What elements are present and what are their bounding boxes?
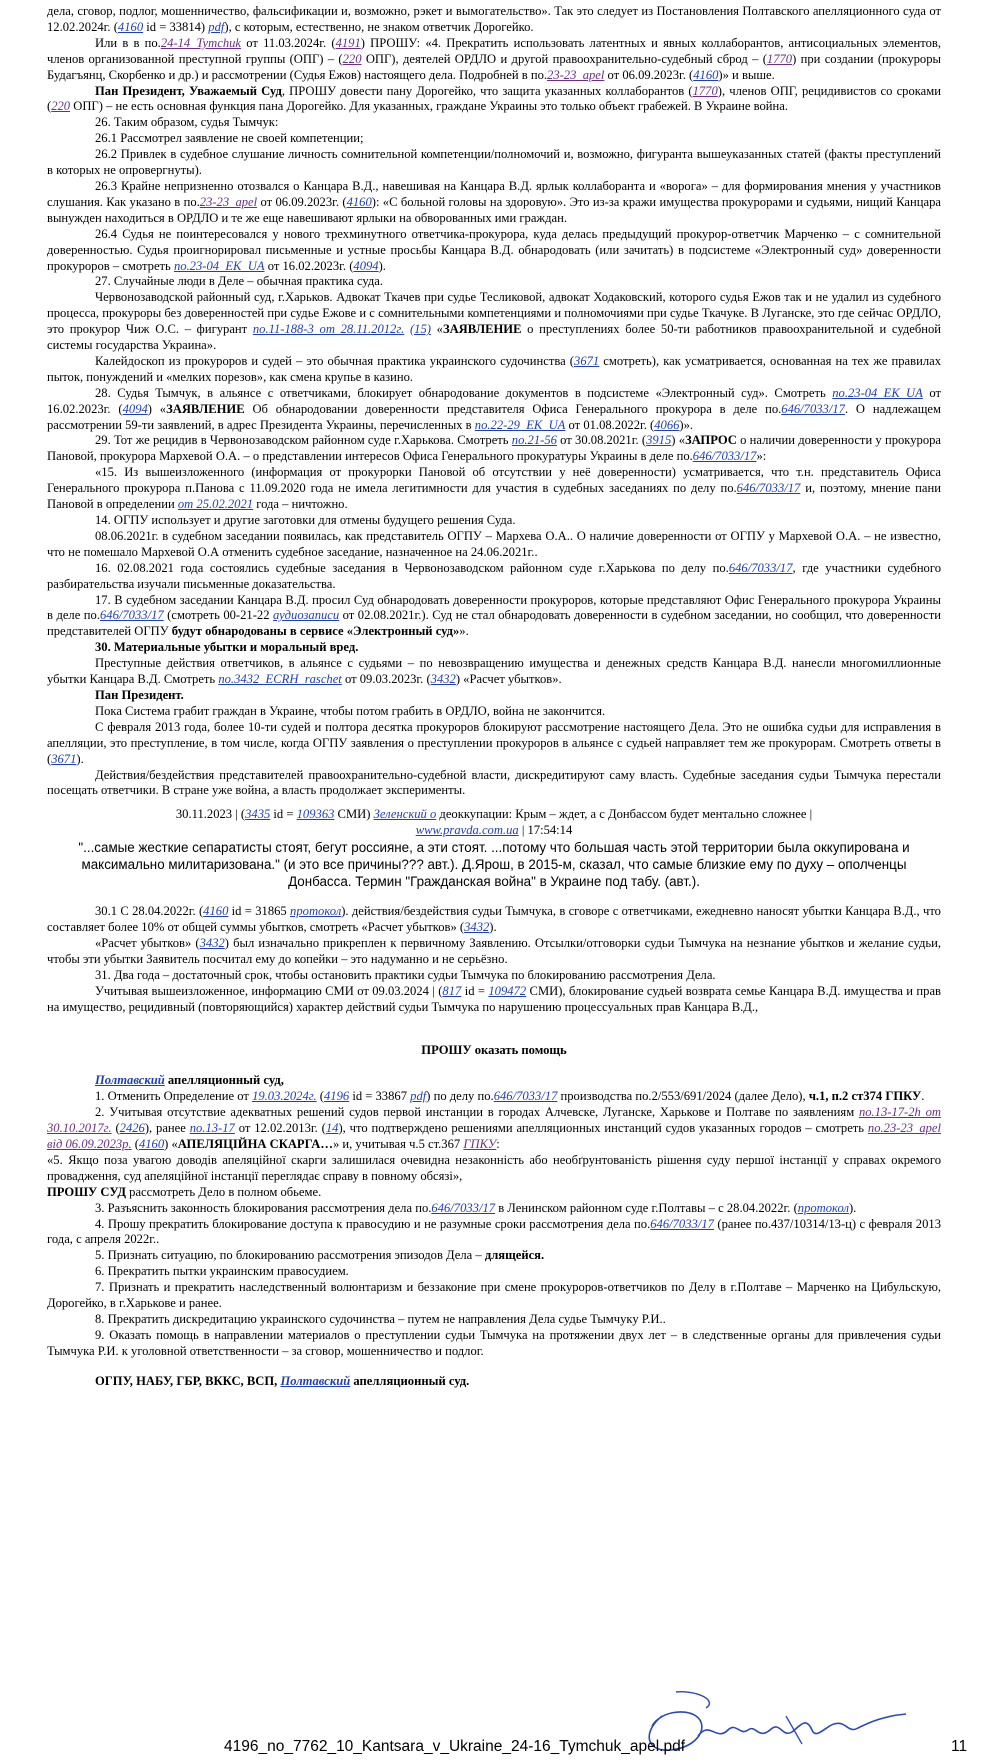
paragraph-p4 <box>47 115 941 131</box>
paragraph-p18 <box>47 593 941 641</box>
recipients-line <box>47 1374 941 1390</box>
document-link[interactable]: 109472 <box>488 983 527 998</box>
text-run: id = <box>461 983 489 998</box>
text-run: от 06.09.2023г. ( <box>604 67 694 82</box>
text-run: ) был изначально прикреплен к первичному Заявлению. Отсылки/отговорки судьи Тымчука на незнание убытков и желание судьи, чтобы эти убытки Заявитель посчитал ему до копейки – это надуманно и не серьёзно. <box>47 935 942 966</box>
text-run: ): «С больной головы на здоровую». Это из-за кражи имущества прокурорами и судьями, нищий Канцара вынужден находиться в ОРДЛО и те же еще навешивают ярлыки на обворованных ими граждан. <box>47 194 941 225</box>
document-link[interactable]: ГПКУ <box>463 1137 497 1151</box>
document-link[interactable]: 646/7033/17 <box>100 608 164 623</box>
document-link[interactable]: Полтавский <box>95 1073 165 1088</box>
text-run: id = <box>270 807 297 822</box>
news-quote: "...самые жесткие сепаратисты стоят, бегут россияне, а эти стоят. ...потому что большая часть этой территории была оккупирована и максимально милитаризована." (и это все причины??? авт.). Д.Ярош, в 2015-м, сказал, что самые близкие ему по духу – ополченцы Донбасса. Термин "Гражданская война" в Украине под табу. (авт.). <box>78 840 910 890</box>
paragraph-r1 <box>47 1089 941 1105</box>
text-run: ОПГ) – не есть основная функция пана Дорогейко. Для указанных, граждане Украины это только объект грабежей. В Украине война. <box>70 99 788 114</box>
document-link[interactable]: 14 <box>325 1121 339 1136</box>
document-link[interactable]: 646/7033/17 <box>692 449 757 464</box>
document-link[interactable]: 3432 <box>464 920 490 935</box>
paragraph-r4 <box>47 1185 941 1201</box>
text-run: дела, сговор, подлог, мошенничество, фальсификации и, возможно, рэкет и вымогательство». Так это следует из Постановления Полтавского апелляционного суда от 12.02.2024г. ( <box>47 4 941 34</box>
document-link[interactable]: 4094 <box>122 401 148 416</box>
paragraph-p24 <box>47 768 941 800</box>
text-run: ). <box>489 920 497 935</box>
paragraph-p12 <box>47 386 941 434</box>
text-run: АПЕЛЯЦІЙНА СКАРГА… <box>177 1137 333 1151</box>
text-run: ), ранее <box>144 1121 190 1136</box>
document-link[interactable]: 646/7033/17 <box>431 1200 496 1215</box>
paragraph-q2 <box>47 936 941 968</box>
text-run: : <box>496 1137 500 1151</box>
document-link[interactable]: 220 <box>51 99 71 114</box>
text-run: от 09.03.2023г. ( <box>341 672 431 687</box>
text-run: от 06.09.2023г. ( <box>257 194 347 209</box>
text-run: ), что подтверждено решениями апелляционных инстанций судов указанных городов – смотреть <box>338 1121 868 1136</box>
paragraph-r5 <box>47 1201 941 1217</box>
text-run: » и, учитывая ч.5 ст.367 <box>332 1137 464 1151</box>
document-link[interactable]: Полтавский <box>280 1373 351 1388</box>
text-run: 26.4 Судья не поинтересовался у нового трехминутного ответчика-прокурора, куда делась предыдущий прокурор-ответчик Марченко – с сомнительной доверенностью. Судья проигнорировал письменные и устные просьбы Канцара В.Д. обнародовать (или зачитать) в подсистеме «Электронный суд» доверенности прокуроров – смотреть <box>47 226 941 273</box>
text-run: от 16.02.2023г. ( <box>47 385 941 416</box>
document-link[interactable]: от 25.02.2021 <box>177 497 254 512</box>
text-run: )» и выше. <box>718 67 775 82</box>
text-run: 27. Случайные люди в Деле – обычная практика суда. <box>95 274 384 289</box>
page-number: 11 <box>951 1738 968 1755</box>
text-run: производства по.2/553/691/2024 (далее Дело), <box>557 1089 809 1104</box>
text-run: о преступлениях более 50-ти работников правоохранительной и судебной системы государства Украина». <box>47 322 941 353</box>
paragraph-r10 <box>47 1312 941 1328</box>
text-run: ч.1, п.2 ст374 ГПКУ <box>808 1089 922 1104</box>
paragraph-r2 <box>47 1105 941 1153</box>
document-link[interactable]: 817 <box>442 983 462 998</box>
text-run: 14. ОГПУ использует и другие заготовки для отмены будущего решения Суда. <box>95 513 516 527</box>
text-run: Калейдоскоп из прокуроров и судей – это обычная практика украинского судочинства ( <box>95 353 575 368</box>
document-link[interactable]: аудиозаписи <box>273 608 340 623</box>
text-run: 26.2 Привлек в судебное слушание личность сомнительной компетенции/полномочий и, возможно, фигуранта вышеуказанных статей (факты преступлений в которых не опровергнуты). <box>47 147 941 178</box>
text-run: С февраля 2013 года, более 10-ти судей и полтора десятка прокуроров блокируют рассмотрение настоящего Дела. Это не ошибка судьи для исправления в апелляции, это преступление, в том числе, когда ОГПУ заявления о преступлении прокуроров в альянсе с судьей направляет тем же прокурорам. Смотреть ответы в ( <box>47 719 941 766</box>
text-run: длящейся. <box>484 1248 545 1263</box>
text-run: ЗАЯВЛЕНИЕ <box>166 401 245 416</box>
text-run: апелляционный суд. <box>350 1373 470 1388</box>
text-run: id = 33867 <box>349 1089 411 1104</box>
text-run: id = 33814) <box>143 19 209 34</box>
document-link[interactable]: 3435 <box>245 807 271 822</box>
text-run: «Расчет убытков» ( <box>95 935 200 950</box>
paragraph-p19 <box>47 640 941 656</box>
text-run: Преступные действия ответчиков, в альянсе с судьями – по невозвращению имущества и денежных средств Канцара В.Д. нанесли многомиллионные убытки Канцара В.Д. Смотреть <box>47 656 941 687</box>
document-link[interactable]: 4191 <box>335 35 361 50</box>
text-run: 4. Прошу прекратить блокирование доступа к правосудию и не разумные сроки рассмотрения дела по. <box>95 1216 651 1231</box>
news-citation-source <box>47 823 941 839</box>
document-link[interactable]: по.23-04_EK_UA <box>173 258 265 273</box>
document-link[interactable]: по.23-04_EK_UA <box>832 385 923 400</box>
paragraph-q4 <box>47 984 941 1016</box>
text-run: Пан Президент, Уважаемый Суд <box>95 83 282 98</box>
text-run: »: <box>756 449 767 464</box>
document-link[interactable]: 4160 <box>117 19 144 34</box>
document-link[interactable]: www.pravda.com.ua <box>415 823 519 838</box>
paragraph-p2 <box>47 36 941 84</box>
text-run: id = 31865 <box>228 904 291 919</box>
document-link[interactable]: 1770 <box>692 83 718 98</box>
paragraph-r6 <box>47 1217 941 1249</box>
paragraph-p22 <box>47 704 941 720</box>
text-run: смотреть), как усматривается, основанная на тех же правилах пыток, понуждений и «мелких порезов», как смена крупье в казино. <box>47 353 942 384</box>
text-run: 30.11.2023 | ( <box>175 807 246 822</box>
text-run: 08.06.2021г. в судебном заседании появилась, как представитель ОГПУ – Мархева О.А.. О наличие доверенности от ОГПУ у Мархевой О.А. – не известно, что не помешало Мархевой О.А отменить судебное заседание, назначенное на 24.06.2021г.. <box>47 528 941 559</box>
text-run: . <box>921 1089 925 1104</box>
document-link[interactable]: протокол <box>797 1200 849 1215</box>
document-link[interactable]: 4066 <box>654 417 680 432</box>
text-run: ЗАПРОС <box>685 433 737 448</box>
paragraph-r8 <box>47 1264 941 1280</box>
text-run: 26.3 Крайне непризненно отозвался о Канцара В.Д., навешивая на Канцара В.Д. ярлык коллаборанта и «ворога» – для формирования мнения у участников слушания. Как указано в по. <box>47 178 941 209</box>
text-run: 5. Признать ситуацию, по блокированию рассмотрения эпизодов Дела – <box>95 1248 485 1263</box>
text-run: Пан Президент. <box>95 687 184 702</box>
document-link[interactable]: по.13-17 <box>189 1121 235 1136</box>
document-link[interactable]: Зеленский о <box>373 807 437 822</box>
text-run: от 12.02.2013г. ( <box>234 1121 326 1136</box>
paragraph-p20 <box>47 656 941 688</box>
text-run: будут обнародованы в сервисе «Электронный суд» <box>171 624 460 639</box>
document-link[interactable]: 3432 <box>199 935 225 950</box>
text-run: ). <box>378 258 386 273</box>
document-link[interactable]: 3671 <box>51 751 77 766</box>
paragraph-p11 <box>47 354 941 386</box>
document-link[interactable]: 646/7033/17 <box>493 1089 558 1104</box>
section-continued <box>47 904 941 1015</box>
text-run: | 17:54:14 <box>518 823 573 838</box>
document-link[interactable]: 1770 <box>766 51 793 66</box>
document-link[interactable]: по.22-29_EK_UA <box>474 417 566 432</box>
text-run: «5. Якщо поза увагою доводів апеляційної скарги залишилася очевидна незаконність або необґрунтованість рішення суду першої інстанції у справах окремого провадження, суд апеляційної інстанції переглядає справу в повному обсязі», <box>47 1152 941 1183</box>
paragraph-r9 <box>47 1280 941 1312</box>
text-run: )». <box>679 417 694 432</box>
paragraph-q1 <box>47 904 941 936</box>
text-run: ОГПУ, НАБУ, ГБР, ВККС, ВСП, <box>95 1373 281 1388</box>
document-link[interactable]: 23-23_apel <box>547 67 605 82</box>
paragraph-q3 <box>47 968 941 984</box>
text-run: ), с которым, естественно, не знаком ответчик Дорогейко. <box>224 19 534 34</box>
text-run: от 11.03.2024г. ( <box>241 35 336 50</box>
text-run: 8. Прекратить дискредитацию украинского судочинства – путем не направления Дела судье Тымчуку Р.И.. <box>95 1311 666 1326</box>
section-main <box>47 4 941 799</box>
text-run: 16. 02.08.2021 года состоялись судебные заседания в Червонозаводском районном суде г.Харькова по делу по. <box>95 560 729 575</box>
document-link[interactable]: 4160 <box>346 194 372 209</box>
paragraph-p3 <box>47 84 941 116</box>
page-footer <box>0 1734 999 1760</box>
text-run: ). действия/бездействия судьи Тымчука, в сговоре с ответчиками, ежедневно наносят убытки Канцара В.Д., что составляет более 10% от общей суммы убытков, смотреть «Расчет убытков» ( <box>47 904 941 935</box>
text-run: от 16.02.2023г. ( <box>264 258 354 273</box>
document-link[interactable]: 3671 <box>574 353 600 368</box>
paragraph-r11 <box>47 1328 941 1360</box>
document-link[interactable]: 646/7033/17 <box>781 401 845 416</box>
text-run: 28. Судья Тымчук, в альянсе с ответчиками, блокирует обнародование документов в подсистеме «Электронный суд». Смотреть <box>95 385 833 400</box>
text-run: 7. Признать и прекратить наследственный волюнтаризм и беззаконие при смене прокуроров-ответчиков по Делу в г.Полтаве – Марченко на Цибульскую, Дорогейко, в г.Харькове и ранее. <box>47 1280 941 1311</box>
document-link[interactable]: 2426 <box>119 1121 145 1136</box>
text-run: года – ничтожно. <box>253 497 348 512</box>
text-run: деоккупации: Крым – ждет, а с Донбассом будет ментально сложнее | <box>436 807 813 822</box>
paragraph-p6 <box>47 147 941 179</box>
paragraph-p13 <box>47 433 941 465</box>
text-run: ) « <box>164 1137 178 1151</box>
paragraph-p10 <box>47 290 941 354</box>
document-link[interactable]: 4196 <box>323 1089 350 1104</box>
document-link[interactable]: по.21-56 <box>511 433 557 448</box>
text-run: 29. Тот же рецидив в Червонозаводском районном суде г.Харькова. Смотреть <box>95 433 512 448</box>
paragraph-p17 <box>47 561 941 593</box>
text-run: « <box>430 322 443 337</box>
text-run: ( <box>111 1121 120 1136</box>
court-addressee <box>47 1073 941 1089</box>
text-run: ). <box>76 751 84 766</box>
paragraph-r3 <box>47 1153 941 1185</box>
paragraph-p21 <box>47 688 941 704</box>
document-link[interactable]: (15) <box>409 322 431 337</box>
text-run: от 02.08.2021г.). Суд не стал обнародовать доверенности в судебном заседании, но сообщил, что доверенности представителей ОГПУ <box>47 608 941 639</box>
text-run: ) « <box>671 433 685 448</box>
text-run: Или в в по. <box>95 35 161 50</box>
text-run: , ПРОШУ довести пану Дорогейко, что защита указанных коллаборантов ( <box>281 83 693 98</box>
text-run: ) по делу по. <box>426 1089 494 1104</box>
document-link[interactable]: 4160 <box>138 1137 165 1151</box>
document-link[interactable]: по.11-188-3 от 28.11.2012г. <box>252 322 405 337</box>
paragraph-p8 <box>47 227 941 275</box>
text-run: ) ПРОШУ: «4. Прекратить использовать латентных и явных коллаборантов, антисоциальных элементов, членов организованной преступной группы (ОПГ) – ( <box>47 35 941 66</box>
text-run: СМИ), блокирование судьей возврата семье Канцара В.Д. имущества и прав на имущество, рецидивный (повторяющийся) характер действий судьи Тымчука по нарушению процессуальных прав Канцара В.Д., <box>47 983 942 1014</box>
news-citation-block <box>47 807 941 890</box>
document-link[interactable]: 19.03.2024г. <box>252 1089 317 1104</box>
request-list <box>47 1089 941 1359</box>
text-run: ) «Расчет убытков». <box>455 672 562 687</box>
document-link[interactable]: 646/7033/17 <box>650 1216 714 1231</box>
text-run: 1. Отменить Определение от <box>95 1089 253 1104</box>
text-run: ЗАЯВЛЕНИЕ <box>442 322 522 337</box>
text-run: ), членов ОПГ, рецидивистов со сроками ( <box>47 83 941 114</box>
text-run: Учитывая вышеизложенное, информацию СМИ от 09.03.2024 | ( <box>95 983 443 998</box>
text-run: 6. Прекратить пытки украинским правосудием. <box>95 1264 349 1279</box>
paragraph-p7 <box>47 179 941 227</box>
document-link[interactable]: 3915 <box>646 433 672 448</box>
paragraph-p14 <box>47 465 941 513</box>
document-link[interactable]: pdf <box>208 19 225 34</box>
text-run: и, поэтому, мнение пани Пановой в определении <box>47 481 941 512</box>
document-link[interactable]: по.3432_ECRH_raschet <box>218 672 342 687</box>
document-link[interactable]: 646/7033/17 <box>736 481 801 496</box>
text-run: (ранее по.437/10314/13-ц) с февраля 2013 года, с апреля 2022г.. <box>47 1216 941 1247</box>
document-link[interactable]: 646/7033/17 <box>728 560 793 575</box>
text-run: 3. Разъяснить законность блокирования рассмотрения дела по. <box>95 1200 432 1215</box>
text-run: ОПГ), деятелей ОРДЛО и другой правоохранительно-судебный сброд – ( <box>361 51 767 66</box>
text-run: (смотреть 00-21-22 <box>163 608 273 623</box>
text-run: ( <box>131 1137 139 1151</box>
document-link[interactable]: 4094 <box>353 258 379 273</box>
text-run: ) при создании (прокуроры Будагъянц, Скорбенко и др.) и рассмотрении (Судья Ежов) настоящего дела. Подробней в по. <box>47 51 941 82</box>
text-run: Об обнародовании доверенности представителя Офиса Генерального прокурора в деле по. <box>244 401 782 416</box>
text-run: 2. Учитывая отсутствие адекватных решений судов первой инстанции в городах Алчевске, Луганске, Харькове и Полтаве по заявлениям <box>95 1105 859 1120</box>
document-link[interactable]: по.23-23_apel від 06.09.2023р. <box>47 1121 942 1151</box>
text-run: 9. Оказать помощь в направлении материалов о преступлении судьи Тымчука на протяжении двух лет – в следственные органы для привлечения судьи Тымчука Р.И. к уголовной ответственности – за сговор, мошенничество и подлог. <box>47 1327 941 1358</box>
text-run: 26.1 Рассмотрел заявление не своей компетенции; <box>95 131 364 146</box>
text-run: ПРОШУ СУД <box>47 1184 126 1199</box>
text-run: , где участники судебного разбирательства изучали письменные доказательства. <box>47 560 942 591</box>
document-link[interactable]: протокол <box>290 904 342 919</box>
text-run: Пока Система грабит граждан в Украине, чтобы потом грабить в ОРДЛО, война не закончится. <box>95 703 606 718</box>
text-run: в Ленинском районном суде г.Полтавы – с 28.04.2022г. ( <box>495 1200 798 1215</box>
document-link[interactable]: pdf <box>410 1089 427 1104</box>
text-run: 17. В судебном заседании Канцара В.Д. просил Суд обнародовать доверенности прокуроров, которые представляют Офис Генерального прокурора Украины в деле по. <box>47 592 941 623</box>
paragraph-p9 <box>47 274 941 290</box>
footer-filename: 4196_no_7762_10_Kantsara_v_Ukraine_24-16_Tymchuk_apel.pdf <box>224 1738 686 1755</box>
text-run: апелляционный суд, <box>164 1073 284 1088</box>
text-run: Червонозаводской районный суд, г.Харьков. Адвокат Ткачев при судье Тесликовой, адвокат Ходаковский, которого судья Ежов так и не удалил из судебного процесса, прокуроры без доверенностей при судье Ежове и с сомнительными компетенциями и полномочиями при судье Ткачуке. В Луганске, это где сейчас ОРДЛО, это прокурор Чиж О.С. – фигурант <box>47 290 941 337</box>
text-run: . О надлежащем рассмотрении 59-ти заявлений, в адрес Президента Украины, перечисленных в <box>47 401 941 432</box>
paragraph-r7 <box>47 1248 941 1264</box>
text-run: Действия/бездействия представителей правоохранительно-судебной власти, дискредитируют саму власть. Судебные заседания судьи Тымчука перестали посещать ответчики. В стране уже война, а власть продолжает эксперименты. <box>47 767 941 798</box>
document-link[interactable]: 220 <box>342 51 362 66</box>
text-run: ( <box>316 1089 324 1104</box>
document-link[interactable]: 24-14_Tymchuk <box>160 35 242 50</box>
paragraph-p23 <box>47 720 941 768</box>
text-run: ) « <box>147 401 167 416</box>
text-run: «15. Из вышеизложенного (информация от прокурорки Пановой об отсутствии у неё доверенности) усматривается, что т.н. представитель Офиса Генерального прокурора п.Панова с 11.09.2020 года не имела легитимности для участия в судебных заседаниях по делу по. <box>47 465 941 496</box>
paragraph-p15 <box>47 513 941 529</box>
document-link[interactable]: по.13-17-2h от 30.10.2017г. <box>47 1105 942 1136</box>
text-run: ). <box>848 1200 857 1215</box>
news-citation-line <box>47 807 941 823</box>
document-link[interactable]: 109363 <box>296 807 335 822</box>
text-run: ». <box>459 624 469 639</box>
paragraph-p5 <box>47 131 941 147</box>
text-run: 26. Таким образом, судья Тымчук: <box>95 115 279 130</box>
document-body <box>47 4 941 1390</box>
text-run: о наличии доверенности у прокурора Пановой, прокурора Мархевой О.А. – о представлении интересов Офиса Генерального прокуратуры Украины в деле по. <box>47 433 942 464</box>
document-link[interactable]: 4160 <box>203 904 229 919</box>
paragraph-p1 <box>47 4 941 36</box>
text-run: от 01.08.2022г. ( <box>565 417 655 432</box>
text-run: рассмотреть Дело в полном обьеме. <box>126 1184 322 1199</box>
text-run: 30.1 С 28.04.2022г. ( <box>95 904 204 919</box>
text-run: 31. Два года – достаточный срок, чтобы остановить практики судьи Тымчука по блокированию рассмотрения Дела. <box>95 967 716 982</box>
text-run: 30. Материальные убытки и моральный вред. <box>95 640 359 655</box>
request-heading: ПРОШУ оказать помощь <box>421 1043 567 1058</box>
paragraph-p16 <box>47 529 941 561</box>
text-run: от 30.08.2021г. ( <box>556 433 647 448</box>
text-run: СМИ) <box>334 807 374 822</box>
document-link[interactable]: 3432 <box>430 672 456 687</box>
document-link[interactable]: 23-23_apel <box>199 194 258 209</box>
document-link[interactable]: 4160 <box>693 67 719 82</box>
